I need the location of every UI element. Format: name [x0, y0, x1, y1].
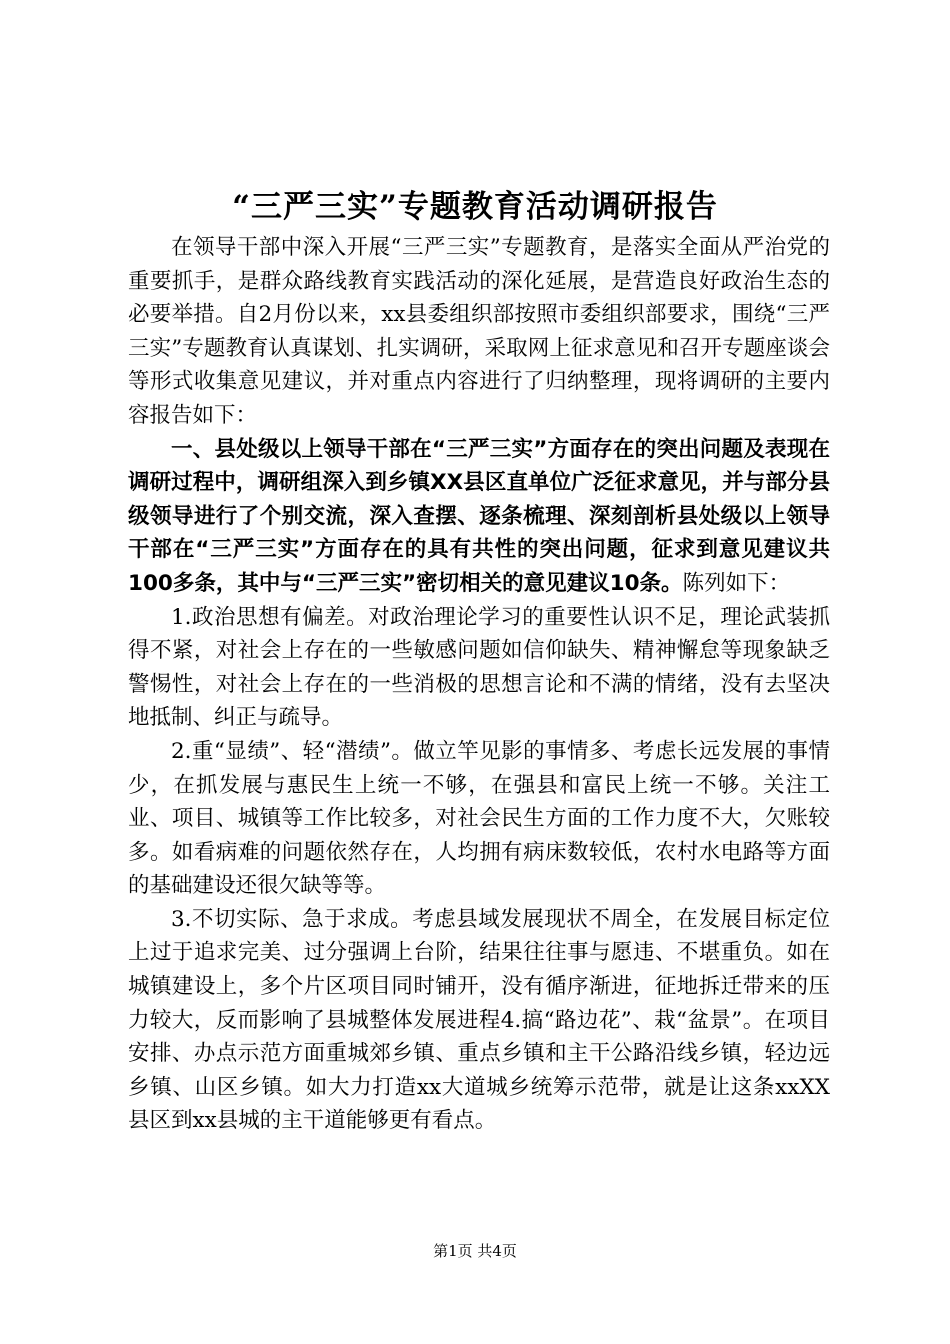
item-one-paragraph: 1.政治思想有偏差。对政治理论学习的重要性认识不足，理论武装抓得不紧，对社会上存在的一些敏感问题如信仰缺失、精神懈怠等现象缺乏警惕性，对社会上存在的一些消极的思想言论和不满的情绪，没有去坚决地抵制、纠正与疏导。: [128, 604, 830, 731]
section-one-paragraph: [128, 433, 830, 601]
item-three-paragraph: 3.不切实际、急于求成。考虑县域发展现状不周全，在发展目标定位上过于追求完美、过分强调上台阶，结果往往事与愿违、不堪重负。如在城镇建设上，多个片区项目同时铺开，没有循序渐进，征地拆迁带来的压力较大，反而影响了县城整体发展进程4.搞“路边花”、栽“盆景”。在项目安排、办点示范方面重城郊乡镇、重点乡镇和主干公路沿线乡镇，轻边远乡镇、山区乡镇。如大力打造xx大道城乡统筹示范带，就是让这条xxXX县区到xx县城的主干道能够更有看点。: [128, 906, 830, 1134]
page-footer: 第1页 共4页: [433, 1242, 517, 1260]
item-two-paragraph: 2.重“显绩”、轻“潜绩”。做立竿见影的事情多、考虑长远发展的事情少，在抓发展与惠民生上统一不够，在强县和富民上统一不够。关注工业、项目、城镇等工作比较多，对社会民生方面的工作力度不大，欠账较多。如看病难的问题依然存在，人均拥有病床数较低，农村水电路等方面的基础建设还很欠缺等等。: [128, 738, 830, 899]
section-one-tail: 陈列如下：: [682, 570, 791, 596]
section-one-heading: 一、县处级以上领导干部在“三严三实”方面存在的突出问题及表现在调研过程中，调研组深入到乡镇XX县区直单位广泛征求意见，并与部分县级领导进行了个别交流，深入查摆、逐条梳理、深刻剖析县处级以上领导干部在“三严三实”方面存在的具有共性的突出问题，征求到意见建议共100多条，其中与“三严三实”密切相关的意见建议10条。: [128, 436, 830, 596]
document-body: [128, 231, 830, 1138]
intro-paragraph: 在领导干部中深入开展“三严三实”专题教育，是落实全面从严治党的重要抓手，是群众路线教育实践活动的深化延展，是营造良好政治生态的必要举措。自2月份以来，xx县委组织部按照市委组织部要求，围绕“三严三实”专题教育认真谋划、扎实调研，采取网上征求意见和召开专题座谈会等形式收集意见建议，并对重点内容进行了归纳整理，现将调研的主要内容报告如下：: [128, 235, 830, 428]
document-title: “三严三实”专题教育活动调研报告: [232, 189, 718, 225]
